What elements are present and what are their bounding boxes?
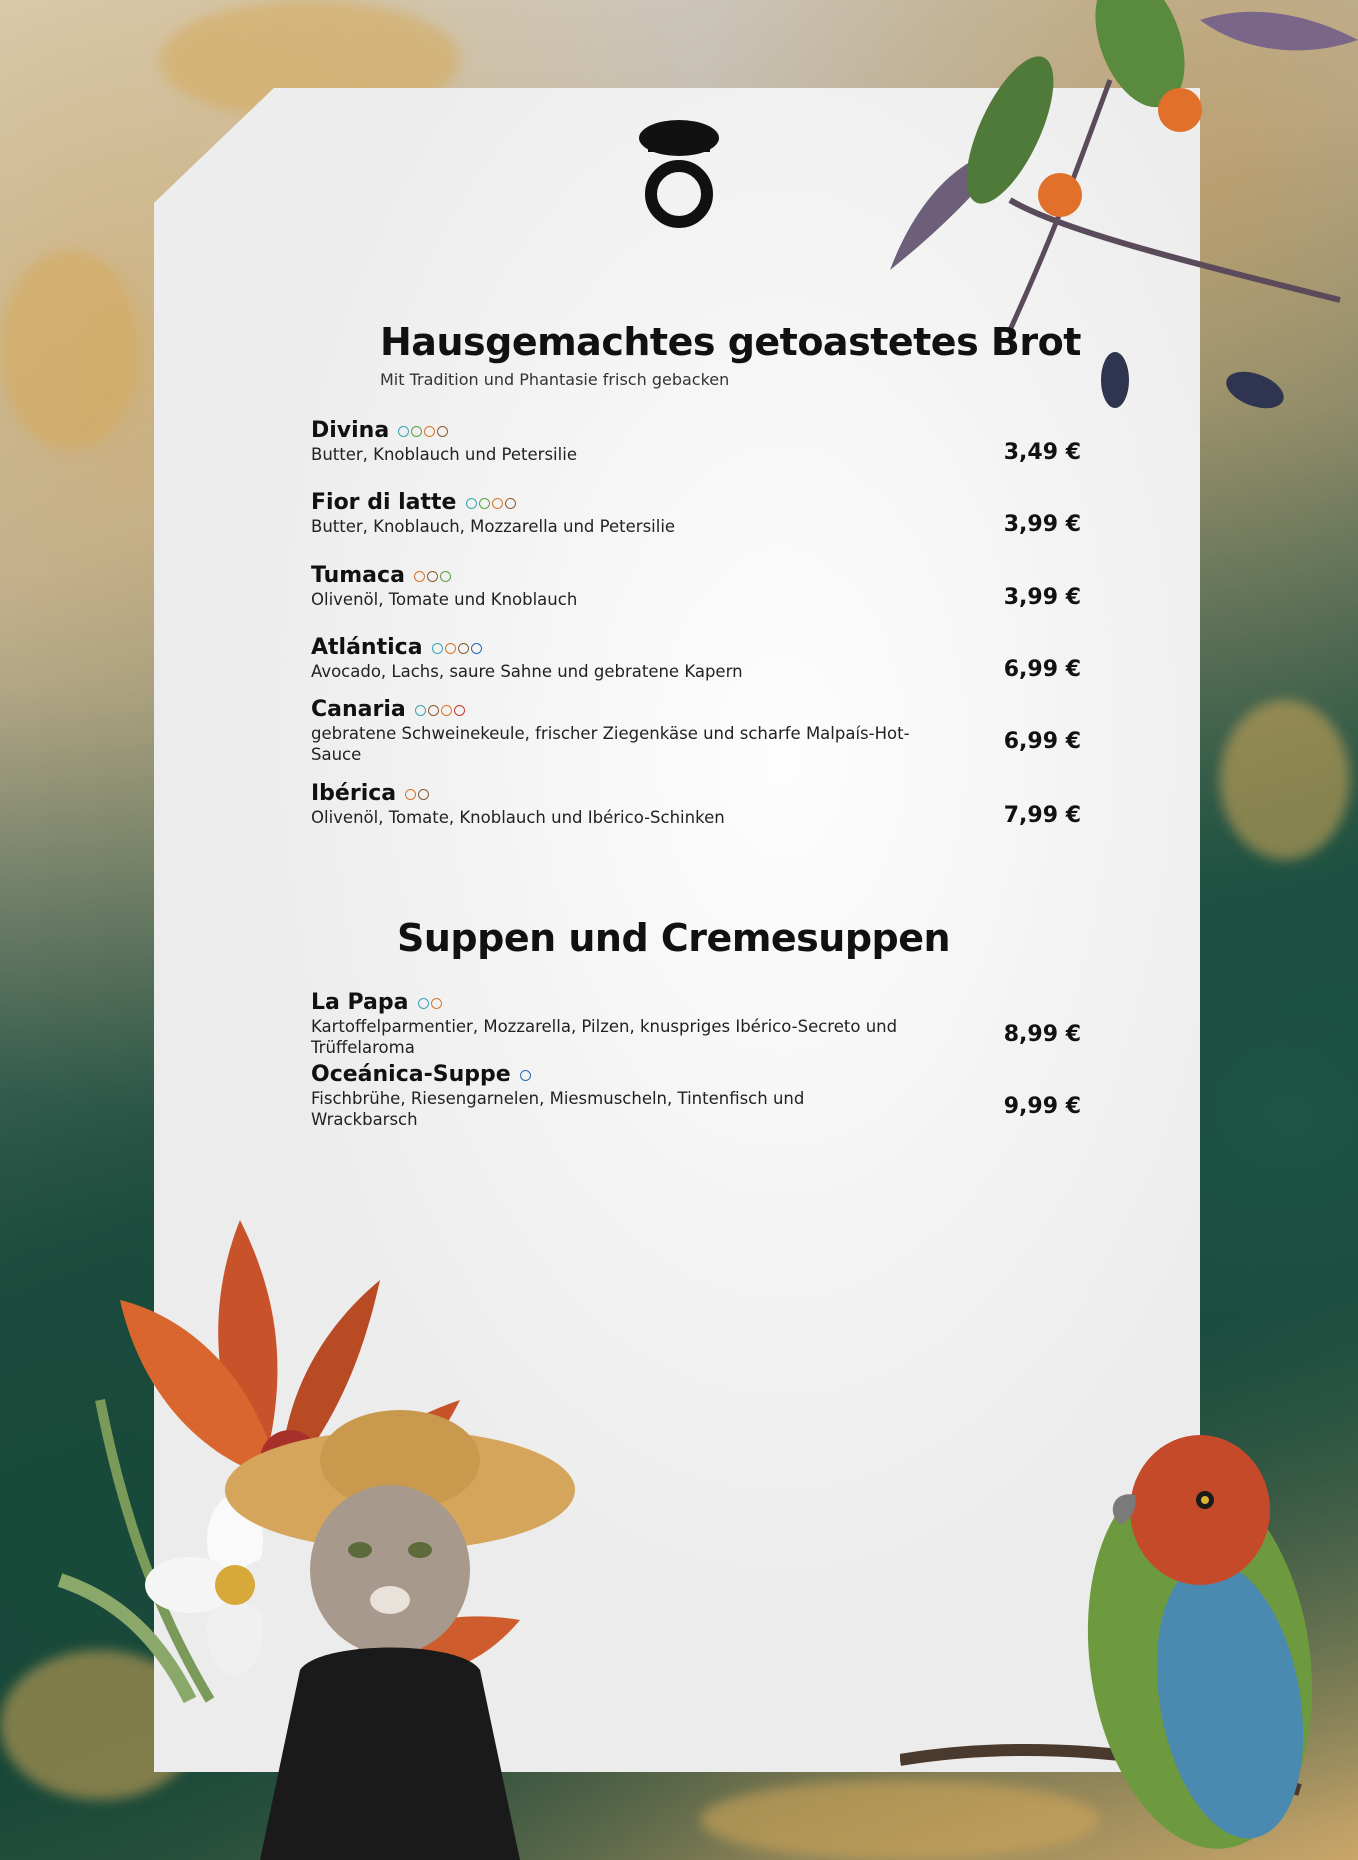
allergen-icon xyxy=(437,426,448,437)
menu-item-iberica xyxy=(311,781,1081,828)
menu-item-tumaca xyxy=(311,563,1081,610)
item-price: 6,99 € xyxy=(1003,657,1081,682)
item-name: Divina xyxy=(311,418,390,443)
section-title-soups: Suppen und Cremesuppen xyxy=(397,916,951,960)
item-price: 8,99 € xyxy=(1003,1022,1081,1047)
item-name: Canaria xyxy=(311,697,406,722)
allergen-icon xyxy=(427,571,438,582)
menu-item-oceanica-suppe xyxy=(311,1062,1081,1130)
restaurant-logo-icon xyxy=(638,114,720,230)
item-price: 9,99 € xyxy=(1003,1094,1081,1119)
allergen-icon xyxy=(424,426,435,437)
item-description: Butter, Knoblauch und Petersilie xyxy=(311,445,577,464)
item-price: 3,49 € xyxy=(1003,440,1081,465)
allergen-icons xyxy=(398,421,450,440)
allergen-icon xyxy=(454,705,465,716)
cat-in-hat-illustration xyxy=(220,1400,580,1860)
allergen-icon xyxy=(431,998,442,1009)
item-name: Tumaca xyxy=(311,563,405,588)
allergen-icon xyxy=(405,789,416,800)
allergen-icons xyxy=(414,566,453,585)
item-description: Avocado, Lachs, saure Sahne und gebratene Kapern xyxy=(311,662,743,681)
gold-marble-texture xyxy=(1220,700,1350,860)
allergen-icon xyxy=(440,571,451,582)
item-name: Fior di latte xyxy=(311,490,457,515)
allergen-icon xyxy=(492,498,503,509)
item-description: Fischbrühe, Riesengarnelen, Miesmuscheln, Tintenfisch und Wrackbarsch xyxy=(311,1089,805,1129)
item-price: 3,99 € xyxy=(1003,512,1081,537)
allergen-icons xyxy=(418,993,444,1012)
allergen-icon xyxy=(458,643,469,654)
allergen-icon xyxy=(415,705,426,716)
allergen-icon xyxy=(432,643,443,654)
menu-item-divina xyxy=(311,418,1081,465)
item-price: 6,99 € xyxy=(1003,729,1081,754)
allergen-icons xyxy=(432,638,484,657)
allergen-icon xyxy=(505,498,516,509)
item-name: Atlántica xyxy=(311,635,423,660)
item-name: Ibérica xyxy=(311,781,397,806)
item-name: La Papa xyxy=(311,990,409,1015)
allergen-icon xyxy=(520,1070,531,1081)
allergen-icon xyxy=(479,498,490,509)
allergen-icon xyxy=(398,426,409,437)
allergen-icons xyxy=(466,493,518,512)
gold-marble-texture xyxy=(0,250,140,450)
menu-item-atlantica xyxy=(311,635,1081,682)
parrot-illustration xyxy=(900,1320,1358,1860)
allergen-icon xyxy=(445,643,456,654)
menu-item-fior-di-latte xyxy=(311,490,1081,537)
section-subtitle-bread: Mit Tradition und Phantasie frisch gebacken xyxy=(380,370,730,389)
item-description: Kartoffelparmentier, Mozzarella, Pilzen, knuspriges Ibérico-Secreto und Trüffelaroma xyxy=(311,1017,898,1057)
allergen-icons xyxy=(520,1065,533,1084)
allergen-icon xyxy=(411,426,422,437)
item-name: Oceánica-Suppe xyxy=(311,1062,511,1087)
section-title-bread: Hausgemachtes getoastetes Brot xyxy=(380,320,1081,364)
allergen-icon xyxy=(414,571,425,582)
allergen-icons xyxy=(415,700,467,719)
allergen-icon xyxy=(428,705,439,716)
allergen-icon xyxy=(466,498,477,509)
item-price: 3,99 € xyxy=(1003,585,1081,610)
item-description: Butter, Knoblauch, Mozzarella und Petersilie xyxy=(311,517,676,536)
item-price: 7,99 € xyxy=(1003,803,1081,828)
allergen-icon xyxy=(441,705,452,716)
item-description: gebratene Schweinekeule, frischer Ziegenkäse und scharfe Malpaís-Hot-Sauce xyxy=(311,724,910,764)
allergen-icons xyxy=(405,784,431,803)
item-description: Olivenöl, Tomate und Knoblauch xyxy=(311,590,578,609)
allergen-icon xyxy=(418,998,429,1009)
menu-item-la-papa xyxy=(311,990,1081,1058)
allergen-icon xyxy=(418,789,429,800)
allergen-icon xyxy=(471,643,482,654)
menu-item-canaria xyxy=(311,697,1081,765)
item-description: Olivenöl, Tomate, Knoblauch und Ibérico-Schinken xyxy=(311,808,725,827)
